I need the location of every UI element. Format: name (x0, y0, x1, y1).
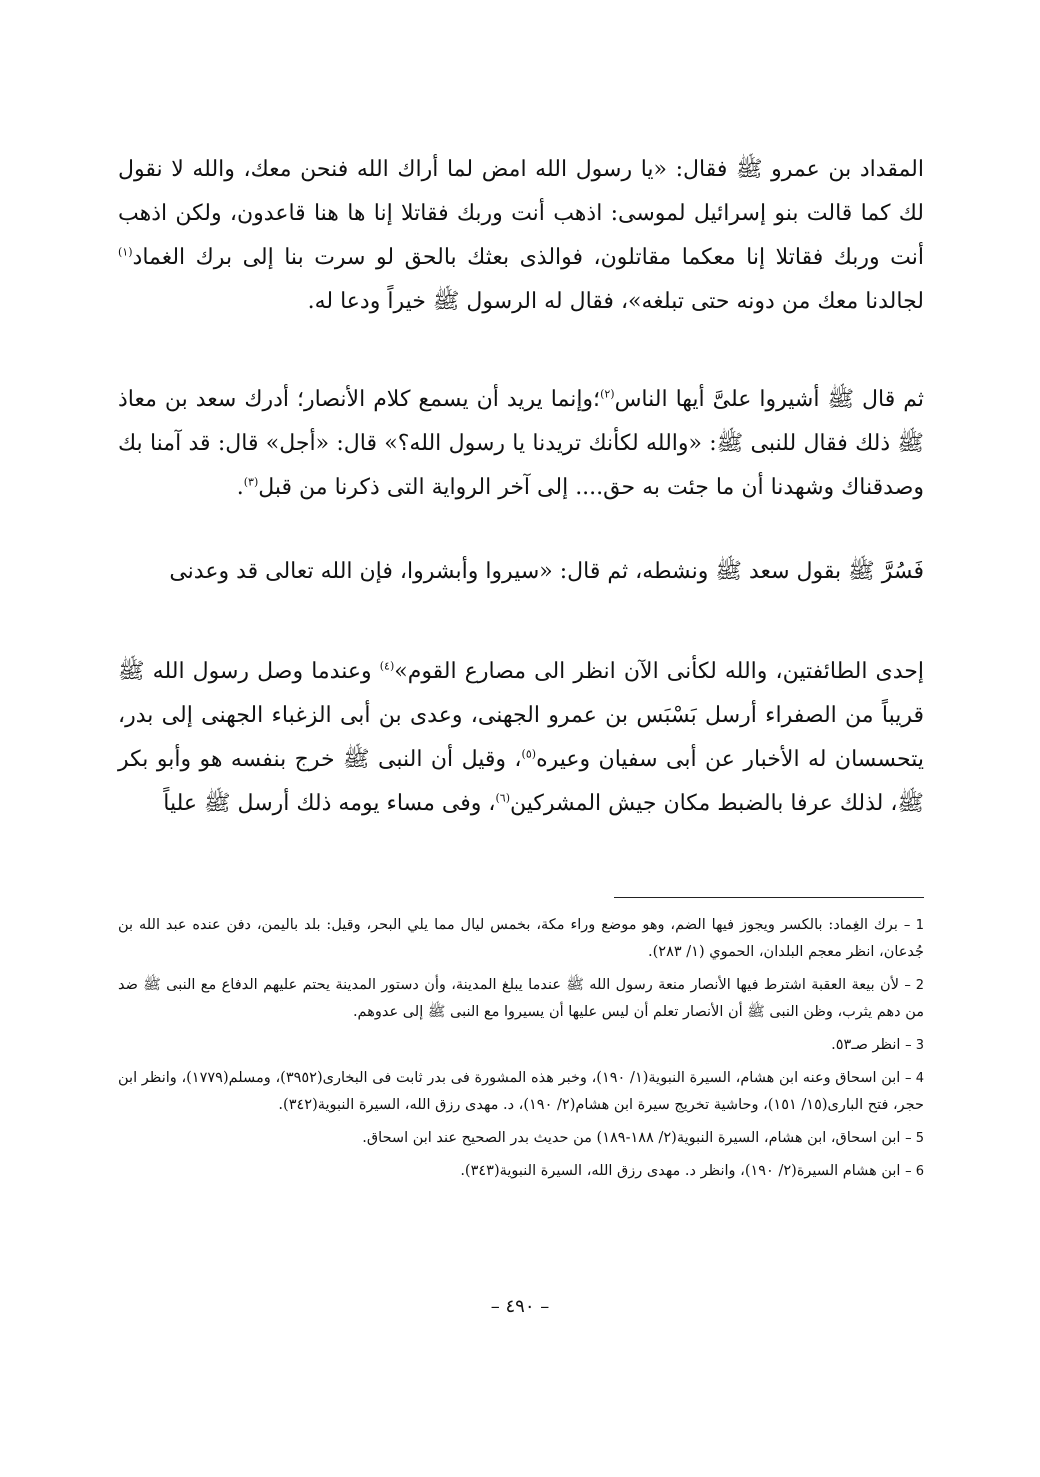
paragraph-text: المقداد بن عمرو ﷺ فقال: «يا رسول الله امض لما أراك الله فنحن معك، والله لا نقول لك كما قالت بنو إسرائيل لموسى: اذهب أنت وربك فقاتلا إنا ها هنا قاعدون، ولكن اذهب أنت وربك فقاتلا إنا معكما مقاتلون، فوالذى بعثك بالحق لو سرت بنا إلى برك الغماد (118, 157, 924, 270)
footnote-item (118, 1125, 924, 1152)
paragraph-text-mid: وعندما وصل رسول الله ﷺ قريباً من الصفراء أرسل بَسْبَس بن عمرو الجهنى، وعدى بن أبى الزغباء الجهنى إلى بدر، يتحسسان له الأخبار عن أبى سفيان وعيره (118, 659, 924, 772)
footnote-ref-6: (٦) (495, 791, 511, 805)
footnote-text: برك الغِماد: بالكسر ويجوز فيها الضم، وهو موضع وراء مكة، بخمس ليال مما يلي البحر، وقيل: بلد باليمن، دفن عنده عبد الله بن جُدعان، انظر معجم البلدان، الحموي (١/ ٢٨٣). (118, 917, 924, 960)
paragraph-text: فَسُرَّ ﷺ بقول سعد ﷺ ونشطه، ثم قال: «سيروا وأبشروا، فإن الله تعالى قد وعدنى (169, 559, 924, 584)
body-paragraph-1 (118, 148, 924, 324)
body-paragraph-2 (118, 378, 924, 510)
paragraph-text: ثم قال ﷺ أشيروا علىَّ أيها الناس (614, 387, 924, 412)
paragraph-text-tail: لجالدنا معك من دونه حتى تبلغه»، فقال له الرسول ﷺ خيراً ودعا له. (307, 289, 924, 314)
body-paragraph-4 (118, 650, 924, 826)
footnote-ref-4: (٤) (379, 659, 395, 673)
footnote-text: ابن اسحاق وعنه ابن هشام، السيرة النبوية(١/ ١٩٠)، وخبر هذه المشورة فى بدر ثابت فى البخارى(٣٩٥٢)، ومسلم(١٧٧٩)، وانظر ابن حجر، فتح البارى(١٥/ ١٥١)، وحاشية تخريج سيرة ابن هشام(٢/ ١٩٠)، د. مهدى رزق الله، السيرة النبوية(٣٤٢). (118, 1070, 924, 1113)
footnote-number: 5 – (905, 1131, 924, 1146)
footnote-text: لأن بيعة العقبة اشترط فيها الأنصار منعة رسول الله ﷺ عندما يبلغ المدينة، وأن دستور المدينة يحتم عليهم الدفاع مع النبى ﷺ ضد من دهم يثرب، وظن النبى ﷺ أن الأنصار تعلم أن ليس عليها أن يسيروا مع النبى ﷺ إلى عدوهم. (118, 977, 924, 1020)
footnote-text: ابن اسحاق، ابن هشام، السيرة النبوية(٢/ ١٨٨-١٨٩) من حديث بدر الصحيح عند ابن اسحاق. (362, 1130, 901, 1146)
footnote-ref-5: (٥) (521, 747, 537, 761)
paragraph-text-mid2: ، وقيل أن النبى ﷺ خرج بنفسه هو وأبو بكر ﷺ، لذلك عرفا بالضبط مكان جيش المشركين (118, 747, 924, 816)
footnote-divider (614, 897, 924, 898)
footnote-item (118, 1032, 924, 1059)
footnotes-list (118, 912, 924, 1191)
footnote-item (118, 912, 924, 966)
footnote-ref-2: (٢) (600, 387, 615, 401)
footnote-ref-1: (١) (118, 245, 133, 259)
footnote-number: 4 – (905, 1071, 925, 1086)
paragraph-text: إحدى الطائفتين، والله لكأنى الآن انظر الى مصارع القوم» (394, 659, 924, 684)
footnote-item (118, 972, 924, 1026)
footnote-text: ابن هشام السيرة(٢/ ١٩٠)، وانظر د. مهدى رزق الله، السيرة النبوية(٣٤٣). (460, 1163, 901, 1179)
paragraph-text-mid: ؛وإنما يريد أن يسمع كلام الأنصار؛ أدرك سعد بن معاذ ﷺ ذلك فقال للنبى ﷺ: «والله لكأنك تريدنا يا رسول الله؟» قال: «أجل» قال: قد آمنا بك وصدقناك وشهدنا أن ما جئت به حق.... إلى آخر الرواية التى ذكرنا من قبل (118, 387, 924, 500)
footnote-text: انظر صـ٥٣. (831, 1037, 901, 1053)
paragraph-text-tail: ، وفى مساء يومه ذلك أرسل ﷺ علياً (163, 791, 496, 816)
page-number: – ٤٩٠ – (490, 1296, 550, 1317)
footnote-number: 1 – (903, 918, 925, 933)
body-paragraph-3 (118, 550, 924, 594)
footnote-number: 3 – (905, 1038, 924, 1053)
footnote-item (118, 1158, 924, 1185)
footnote-number: 2 – (904, 978, 925, 993)
footnote-ref-3: (٣) (243, 475, 259, 489)
footnote-number: 6 – (905, 1164, 924, 1179)
footnote-item (118, 1065, 924, 1119)
paragraph-text-tail: . (236, 475, 244, 500)
